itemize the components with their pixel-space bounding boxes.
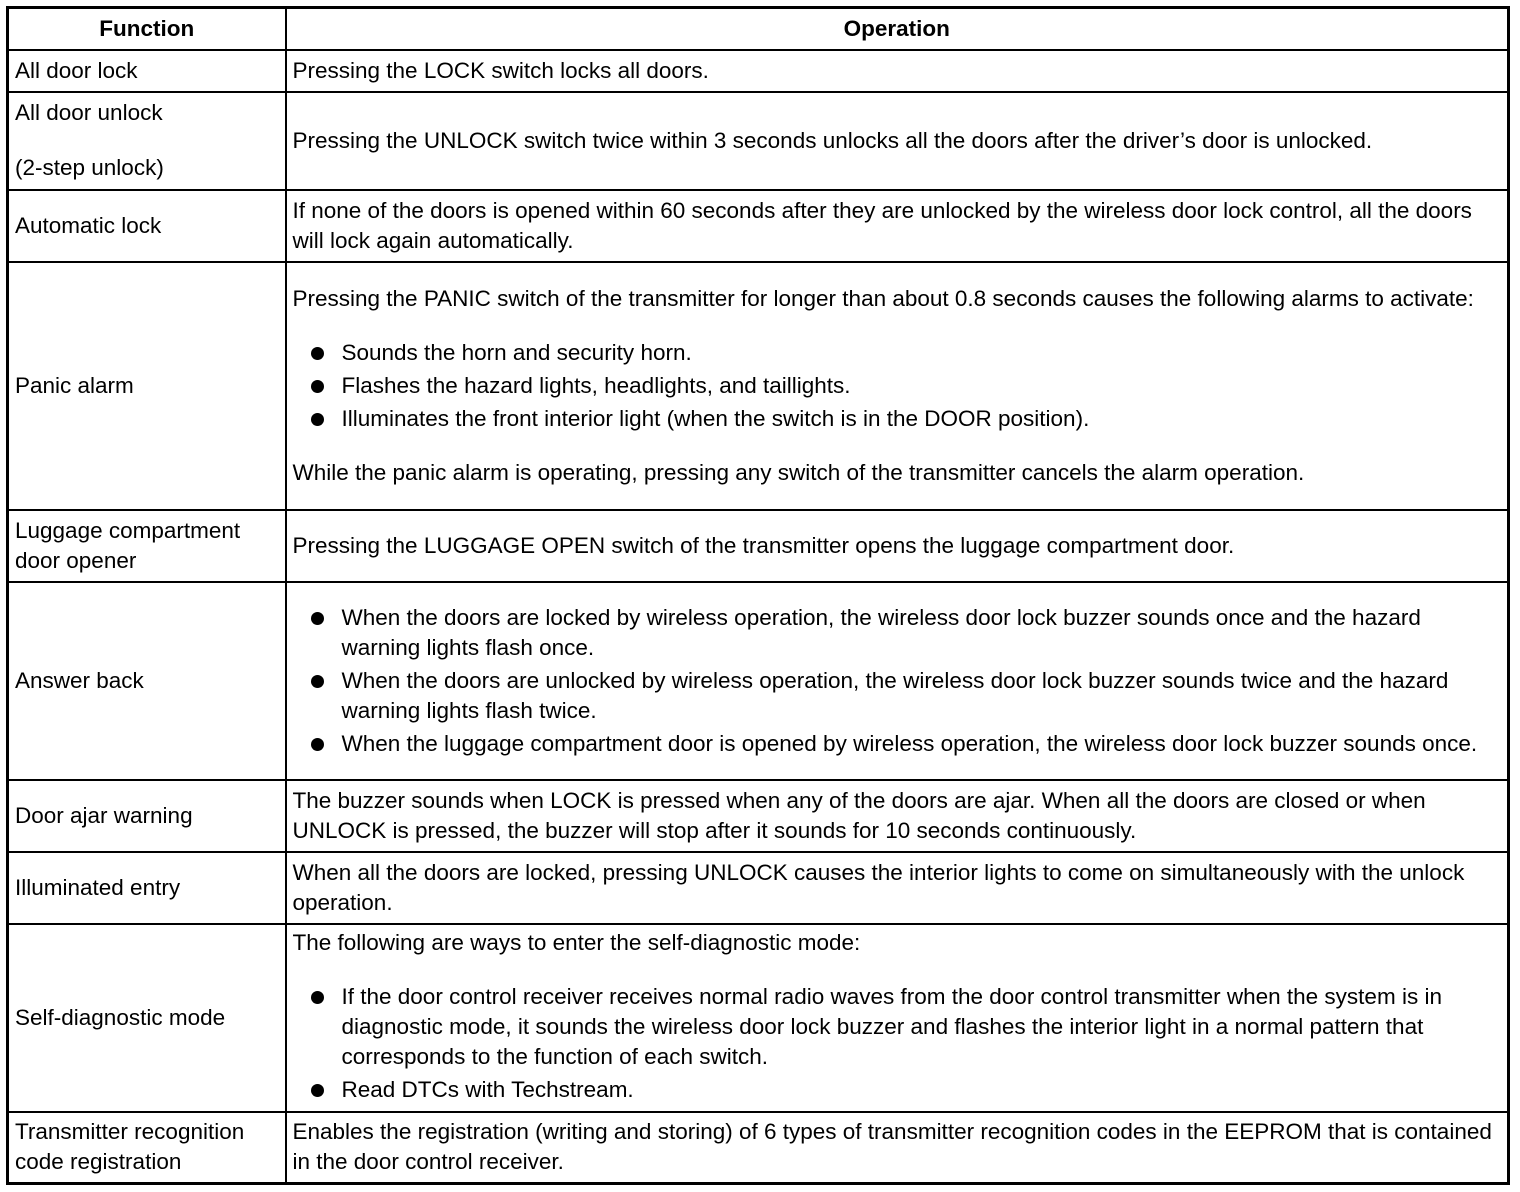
operation-cell: Enables the registration (writing and storing) of 6 types of transmitter recognition codes in the EEPROM that is contained in the door control receiver. [286, 1112, 1509, 1184]
bullet-list [293, 603, 1502, 759]
list-item [293, 603, 1502, 663]
bullet-icon [311, 675, 324, 688]
table-row [8, 780, 1509, 852]
table-row [8, 50, 1509, 92]
function-table-container [6, 6, 1507, 1185]
table-row [8, 92, 1509, 190]
list-item [293, 982, 1502, 1072]
bullet-icon [311, 347, 324, 360]
list-item [293, 729, 1502, 759]
table-row [8, 1112, 1509, 1184]
function-cell: Panic alarm [8, 262, 286, 510]
bullet-list [293, 982, 1502, 1105]
function-cell: All door lock [8, 50, 286, 92]
function-cell: Illuminated entry [8, 852, 286, 924]
function-line: (2-step unlock) [15, 155, 164, 180]
function-cell: Transmitter recognition code registration [8, 1112, 286, 1184]
function-cell: Answer back [8, 582, 286, 780]
operation-cell: When all the doors are locked, pressing UNLOCK causes the interior lights to come on simultaneously with the unlock operation. [286, 852, 1509, 924]
function-line: All door unlock [15, 100, 163, 125]
header-row [8, 8, 1509, 50]
bullet-icon [311, 612, 324, 625]
bullet-icon [311, 413, 324, 426]
function-cell: Door ajar warning [8, 780, 286, 852]
function-cell: Automatic lock [8, 190, 286, 262]
list-item [293, 1075, 1502, 1105]
function-cell: Luggage compartment door opener [8, 510, 286, 582]
bullet-text: When the doors are locked by wireless operation, the wireless door lock buzzer sounds once and the hazard warning lights flash once. [341, 604, 1421, 660]
bullet-text: If the door control receiver receives normal radio waves from the door control transmitter when the system is in diagnostic mode, it sounds the wireless door lock buzzer and flashes the interior light in a normal pattern that corresponds to the function of each switch. [341, 983, 1442, 1069]
bullet-icon [311, 380, 324, 393]
bullet-text: When the doors are unlocked by wireless operation, the wireless door lock buzzer sounds twice and the hazard warning lights flash twice. [341, 667, 1449, 723]
operation-cell [286, 262, 1509, 510]
table-row [8, 510, 1509, 582]
operation-cell: If none of the doors is opened within 60 seconds after they are unlocked by the wireless door lock control, all the doors will lock again automatically. [286, 190, 1509, 262]
list-item [293, 338, 1502, 368]
operation-cell: The buzzer sounds when LOCK is pressed when any of the doors are ajar. When all the doors are closed or when UNLOCK is pressed, the buzzer will stop after it sounds for 10 seconds continuously. [286, 780, 1509, 852]
operation-cell: Pressing the LUGGAGE OPEN switch of the transmitter opens the luggage compartment door. [286, 510, 1509, 582]
operation-outro: While the panic alarm is operating, pressing any switch of the transmitter cancels the alarm operation. [292, 459, 1305, 485]
table-row [8, 924, 1509, 1112]
bullet-text: Sounds the horn and security horn. [341, 339, 692, 365]
table-row [8, 262, 1509, 510]
operation-cell [286, 582, 1509, 780]
bullet-text: Read DTCs with Techstream. [341, 1076, 634, 1102]
header-operation: Operation [286, 8, 1509, 50]
list-item [293, 404, 1502, 434]
operation-intro: Pressing the PANIC switch of the transmitter for longer than about 0.8 seconds causes the following alarms to activate: [292, 285, 1474, 311]
bullet-text: Illuminates the front interior light (when the switch is in the DOOR position). [341, 405, 1090, 431]
function-operation-table [6, 6, 1510, 1185]
bullet-list [293, 338, 1502, 434]
list-item [293, 666, 1502, 726]
header-function: Function [8, 8, 286, 50]
function-cell [8, 92, 286, 190]
bullet-text: Flashes the hazard lights, headlights, and taillights. [341, 372, 851, 398]
operation-cell [286, 924, 1509, 1112]
table-row [8, 852, 1509, 924]
operation-cell: Pressing the UNLOCK switch twice within 3 seconds unlocks all the doors after the driver’s door is unlocked. [286, 92, 1509, 190]
operation-cell: Pressing the LOCK switch locks all doors. [286, 50, 1509, 92]
bullet-icon [311, 1084, 324, 1097]
bullet-icon [311, 991, 324, 1004]
function-cell: Self-diagnostic mode [8, 924, 286, 1112]
bullet-icon [311, 738, 324, 751]
list-item [293, 371, 1502, 401]
operation-intro: The following are ways to enter the self-diagnostic mode: [292, 929, 861, 955]
table-row [8, 190, 1509, 262]
bullet-text: When the luggage compartment door is opened by wireless operation, the wireless door lock buzzer sounds once. [341, 730, 1478, 756]
table-row [8, 582, 1509, 780]
